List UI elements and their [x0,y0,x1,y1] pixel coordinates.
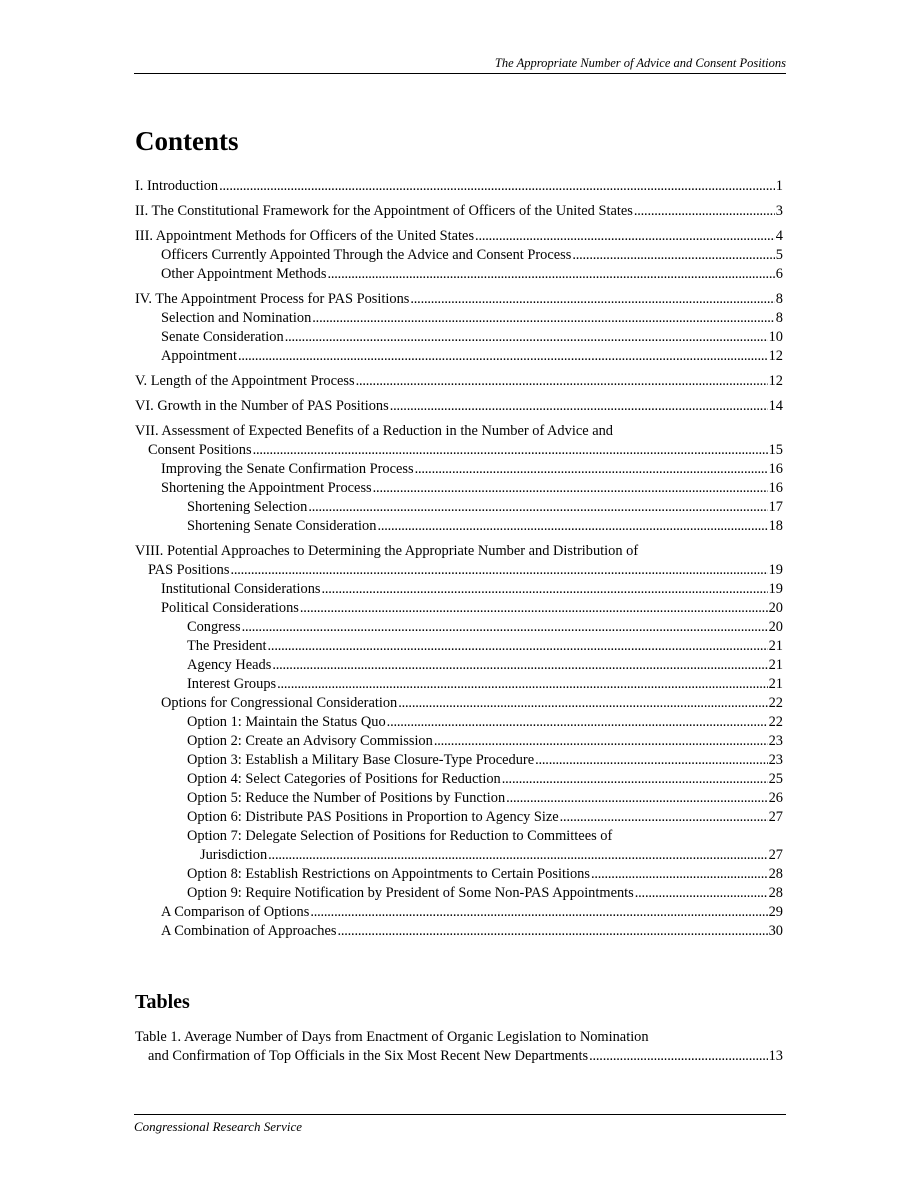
dot-leader [312,309,775,328]
dot-leader [322,580,768,599]
toc-entry[interactable] [135,227,783,246]
toc-entry-page-number: 4 [775,228,783,244]
toc-entry-page-number: 6 [775,266,783,282]
toc-entry-page-number: 18 [768,518,783,534]
toc-entry[interactable] [135,713,783,732]
toc-entry-page-number: 22 [768,695,783,711]
toc-entry-title: V. Length of the Appointment Process [135,373,355,389]
dot-leader [560,808,768,827]
toc-entry-title-line: Table 1. Average Number of Days from Enactment of Organic Legislation to Nomination [135,1029,649,1045]
toc-entry[interactable] [135,290,783,309]
toc-entry[interactable] [135,542,783,580]
toc-entry-page-number: 8 [775,310,783,326]
toc-entry-page-number: 13 [768,1048,783,1064]
toc-entry-title: Consent Positions [148,442,252,458]
toc-entry-page-number: 26 [768,790,783,806]
toc-entry-page-number: 1 [775,178,783,194]
dot-leader [230,561,767,580]
dot-leader [285,328,768,347]
toc-entry-title: Option 8: Establish Restrictions on Appointments to Certain Positions [187,866,590,882]
toc-entry[interactable] [135,498,783,517]
toc-entry[interactable] [135,827,783,865]
toc-entry-title: A Combination of Approaches [161,923,337,939]
toc-entry[interactable] [135,903,783,922]
toc-entry-title: Officers Currently Appointed Through the Advice and Consent Process [161,247,572,263]
toc-entry-title: Shortening Senate Consideration [187,518,377,534]
dot-leader [300,599,768,618]
dot-leader [535,751,768,770]
toc-entry-title-line: VII. Assessment of Expected Benefits of a Reduction in the Number of Advice and [135,423,613,439]
toc-entry-title: Shortening Selection [187,499,308,515]
toc-entry-title: Option 3: Establish a Military Base Closure-Type Procedure [187,752,535,768]
contents-heading: Contents [135,126,239,156]
running-header-title: The Appropriate Number of Advice and Consent Positions [494,56,786,70]
toc-entry[interactable] [135,580,783,599]
toc-entry-page-number: 17 [768,499,783,515]
toc-entry[interactable] [135,618,783,637]
toc-entry-title: Institutional Considerations [161,581,321,597]
toc-entry[interactable] [135,770,783,789]
toc-entry-page-number: 19 [768,581,783,597]
dot-leader [337,922,767,941]
toc-entry-page-number: 28 [768,885,783,901]
dot-leader [310,903,767,922]
dot-leader [308,498,767,517]
toc-entry-title: Options for Congressional Consideration [161,695,398,711]
toc-entry[interactable] [135,347,783,366]
dot-leader [268,846,767,865]
dot-leader [219,177,775,196]
toc-entry-title: Political Considerations [161,600,299,616]
toc-entry-title: Option 1: Maintain the Status Quo [187,714,386,730]
toc-entry[interactable] [135,808,783,827]
dot-leader [272,656,767,675]
dot-leader [506,789,767,808]
toc-entry[interactable] [135,265,783,284]
dot-leader [242,618,768,637]
toc-entry-page-number: 10 [768,329,783,345]
running-header [134,56,786,74]
toc-entry-title: Option 6: Distribute PAS Positions in Proportion to Agency Size [187,809,559,825]
toc-entry[interactable] [135,177,783,196]
toc-entry[interactable] [135,372,783,391]
toc-entry-page-number: 30 [768,923,783,939]
toc-entry-page-number: 29 [768,904,783,920]
table-of-contents [135,177,783,941]
dot-leader [502,770,768,789]
dot-leader [415,460,768,479]
dot-leader [377,517,767,536]
toc-entry[interactable] [135,789,783,808]
toc-entry[interactable] [135,397,783,416]
list-of-tables [135,1028,783,1066]
toc-entry-page-number: 23 [768,752,783,768]
dot-leader [572,246,774,265]
toc-entry-page-number: 5 [775,247,783,263]
toc-entry[interactable] [135,675,783,694]
toc-entry-page-number: 21 [768,676,783,692]
toc-entry[interactable] [135,865,783,884]
toc-entry[interactable] [135,479,783,498]
toc-entry[interactable] [135,1028,783,1066]
toc-entry-title: Interest Groups [187,676,277,692]
toc-entry-page-number: 25 [768,771,783,787]
toc-entry-title: Congress [187,619,241,635]
toc-entry-page-number: 20 [768,600,783,616]
toc-entry-title: Selection and Nomination [161,310,312,326]
dot-leader [634,202,775,221]
dot-leader [327,265,774,284]
dot-leader [475,227,775,246]
toc-entry-title: III. Appointment Methods for Officers of the United States [135,228,475,244]
toc-entry-title-line: VIII. Potential Approaches to Determining the Appropriate Number and Distribution of [135,543,639,559]
toc-entry-page-number: 23 [768,733,783,749]
toc-entry-page-number: 15 [768,442,783,458]
toc-entry-title: Improving the Senate Confirmation Process [161,461,414,477]
toc-entry-title-line: Option 7: Delegate Selection of Positions for Reduction to Committees of [187,828,613,844]
dot-leader [398,694,767,713]
dot-leader [268,637,768,656]
dot-leader [356,372,768,391]
toc-entry[interactable] [135,460,783,479]
dot-leader [390,397,768,416]
toc-entry-title: Agency Heads [187,657,272,673]
toc-entry[interactable] [135,328,783,347]
toc-entry[interactable] [135,694,783,713]
toc-entry-title: IV. The Appointment Process for PAS Positions [135,291,410,307]
dot-leader [434,732,768,751]
toc-entry-page-number: 12 [768,348,783,364]
toc-entry[interactable] [135,422,783,460]
dot-leader [387,713,768,732]
dot-leader [591,865,768,884]
toc-entry[interactable] [135,599,783,618]
dot-leader [373,479,768,498]
toc-entry[interactable] [135,517,783,536]
dot-leader [635,884,768,903]
toc-entry-title: Appointment [161,348,237,364]
tables-heading: Tables [135,991,190,1013]
toc-entry-page-number: 20 [768,619,783,635]
toc-entry-page-number: 19 [768,562,783,578]
dot-leader [589,1047,768,1066]
toc-entry-title: VI. Growth in the Number of PAS Positions [135,398,389,414]
toc-entry[interactable] [135,732,783,751]
toc-entry-title: Option 9: Require Notification by President of Some Non-PAS Appointments [187,885,634,901]
toc-entry-title: The President [187,638,267,654]
dot-leader [253,441,768,460]
toc-entry-page-number: 16 [768,461,783,477]
dot-leader [410,290,774,309]
dot-leader [277,675,767,694]
toc-entry-title: Option 4: Select Categories of Positions for Reduction [187,771,501,787]
toc-entry-page-number: 14 [768,398,783,414]
toc-entry-title: Option 5: Reduce the Number of Positions by Function [187,790,506,806]
toc-entry-title: A Comparison of Options [161,904,310,920]
toc-entry-page-number: 8 [775,291,783,307]
toc-entry[interactable] [135,656,783,675]
toc-entry-title: Jurisdiction [200,847,268,863]
toc-entry-title: Option 2: Create an Advisory Commission [187,733,433,749]
toc-entry-title: I. Introduction [135,178,219,194]
footer-publisher: Congressional Research Service [134,1119,302,1134]
toc-entry[interactable] [135,202,783,221]
toc-entry-page-number: 21 [768,638,783,654]
toc-entry-page-number: 27 [768,847,783,863]
toc-entry[interactable] [135,309,783,328]
toc-entry[interactable] [135,922,783,941]
toc-entry[interactable] [135,637,783,656]
toc-entry-title: Other Appointment Methods [161,266,327,282]
toc-entry-title: PAS Positions [148,562,230,578]
toc-entry-title: and Confirmation of Top Officials in the Six Most Recent New Departments [148,1048,589,1064]
toc-entry[interactable] [135,246,783,265]
toc-entry-title: Shortening the Appointment Process [161,480,372,496]
toc-entry-page-number: 3 [775,203,783,219]
toc-entry[interactable] [135,884,783,903]
toc-entry-title: Senate Consideration [161,329,284,345]
toc-entry-page-number: 27 [768,809,783,825]
toc-entry-page-number: 22 [768,714,783,730]
toc-entry-page-number: 21 [768,657,783,673]
toc-entry-page-number: 12 [768,373,783,389]
toc-entry-title: II. The Constitutional Framework for the Appointment of Officers of the United States [135,203,633,219]
toc-entry-page-number: 28 [768,866,783,882]
toc-entry-page-number: 16 [768,480,783,496]
dot-leader [238,347,768,366]
toc-entry[interactable] [135,751,783,770]
page-footer [134,1114,786,1135]
